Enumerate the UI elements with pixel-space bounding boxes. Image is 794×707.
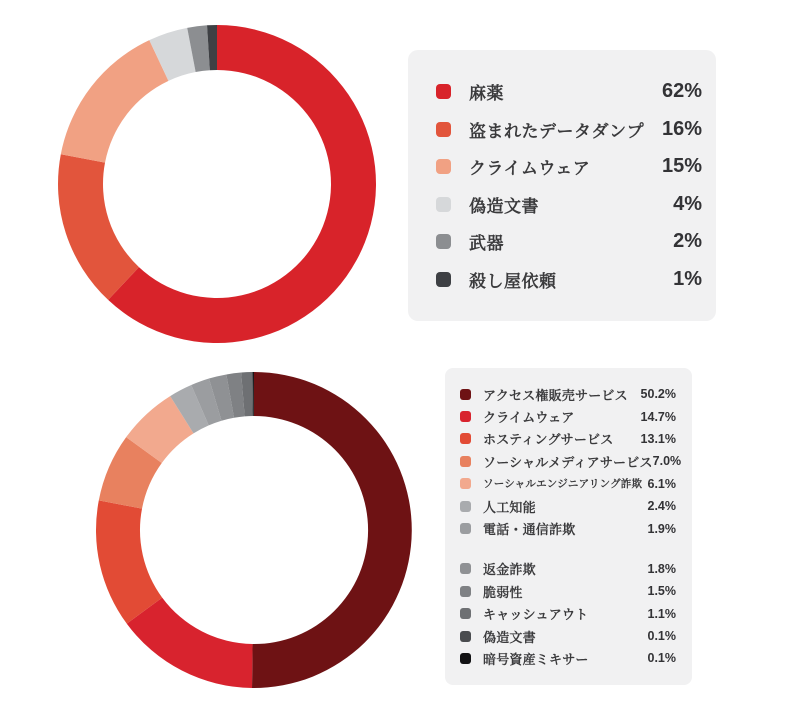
legend-item-value: 1.1% xyxy=(647,606,676,621)
legend-item-value: 1.9% xyxy=(647,521,676,536)
legend-top xyxy=(408,50,716,321)
legend-item-label: クライムウェア xyxy=(483,410,575,426)
legend-color-swatch xyxy=(460,389,471,400)
legend-item-value: 0.1% xyxy=(647,629,676,644)
legend-color-swatch xyxy=(460,563,471,574)
legend-color-swatch xyxy=(436,84,451,99)
donut-slice xyxy=(61,40,169,163)
legend-color-swatch xyxy=(460,501,471,512)
legend-item xyxy=(436,73,702,111)
legend-item-value: 1.5% xyxy=(647,584,676,599)
legend-item-label: 偽造文書 xyxy=(483,629,536,645)
donut-slice xyxy=(58,154,139,300)
legend-item-label: クライムウェア xyxy=(469,159,591,179)
legend-item xyxy=(460,580,676,602)
legend-item-value: 2% xyxy=(673,230,702,253)
legend-color-swatch xyxy=(436,197,451,212)
legend-color-swatch xyxy=(436,159,451,174)
legend-item-value: 0.1% xyxy=(647,651,676,666)
legend-item-value: 62% xyxy=(661,80,702,103)
donut-chart-top xyxy=(58,25,376,343)
legend-color-swatch xyxy=(436,272,451,287)
legend-item xyxy=(460,558,676,580)
legend-item xyxy=(460,473,676,495)
legend-item xyxy=(460,383,676,405)
legend-item-label: 電話・通信詐欺 xyxy=(483,522,576,538)
legend-color-swatch xyxy=(436,122,451,137)
legend-color-swatch xyxy=(460,523,471,534)
legend-item xyxy=(436,111,702,149)
legend-item xyxy=(436,186,702,224)
legend-color-swatch xyxy=(460,608,471,619)
legend-item-value: 14.7% xyxy=(640,409,676,424)
legend-item xyxy=(436,148,702,186)
legend-item-value: 16% xyxy=(661,117,702,140)
donut-chart-bottom xyxy=(96,372,412,688)
legend-item-label: 武器 xyxy=(469,234,504,254)
legend-color-swatch xyxy=(460,631,471,642)
legend-item-label: ソーシャルメディアサービス xyxy=(483,454,653,470)
legend-item xyxy=(460,428,676,450)
donut-slice xyxy=(252,372,412,688)
legend-item-label: キャッシュアウト xyxy=(483,607,589,623)
legend-item xyxy=(460,405,676,427)
legend-item-label: アクセス権販売サービス xyxy=(483,387,628,403)
legend-item-label: 殺し屋依頼 xyxy=(469,271,557,291)
legend-color-swatch xyxy=(460,586,471,597)
legend-item xyxy=(460,495,676,517)
legend-item-value: 13.1% xyxy=(640,431,676,446)
legend-item-value: 4% xyxy=(673,192,702,215)
donut-slice xyxy=(127,598,253,688)
legend-item-value: 7.0% xyxy=(652,454,682,469)
legend-item-value: 1.8% xyxy=(647,561,676,576)
legend-color-swatch xyxy=(460,478,471,489)
legend-item-value: 15% xyxy=(661,155,702,178)
legend-bottom xyxy=(445,368,692,685)
legend-color-swatch xyxy=(460,653,471,664)
legend-item-label: 偽造文書 xyxy=(469,196,539,216)
legend-item-value: 6.1% xyxy=(647,476,676,491)
legend-color-swatch xyxy=(436,234,451,249)
legend-item-value: 1% xyxy=(673,267,702,290)
legend-item xyxy=(460,517,676,539)
legend-item-label: ソーシャルエンジニアリング詐欺 xyxy=(483,478,643,491)
legend-color-swatch xyxy=(460,456,471,467)
legend-item xyxy=(460,450,682,472)
legend-item xyxy=(460,603,676,625)
legend-item-label: 脆弱性 xyxy=(483,584,523,600)
legend-item-label: 盗まれたデータダンプ xyxy=(469,121,645,141)
legend-item xyxy=(436,261,702,299)
legend-color-swatch xyxy=(460,411,471,422)
legend-item-label: 返金詐欺 xyxy=(483,562,536,578)
legend-item xyxy=(460,625,676,647)
legend-item-value: 2.4% xyxy=(647,499,676,514)
legend-item xyxy=(436,223,702,261)
legend-item-label: ホスティングサービス xyxy=(483,432,614,448)
legend-color-swatch xyxy=(460,433,471,444)
legend-item-label: 麻薬 xyxy=(469,84,504,104)
legend-item xyxy=(460,647,676,669)
legend-item-value: 50.2% xyxy=(640,387,676,402)
legend-item-label: 暗号資産ミキサー xyxy=(483,651,589,667)
legend-item-label: 人工知能 xyxy=(483,499,536,515)
